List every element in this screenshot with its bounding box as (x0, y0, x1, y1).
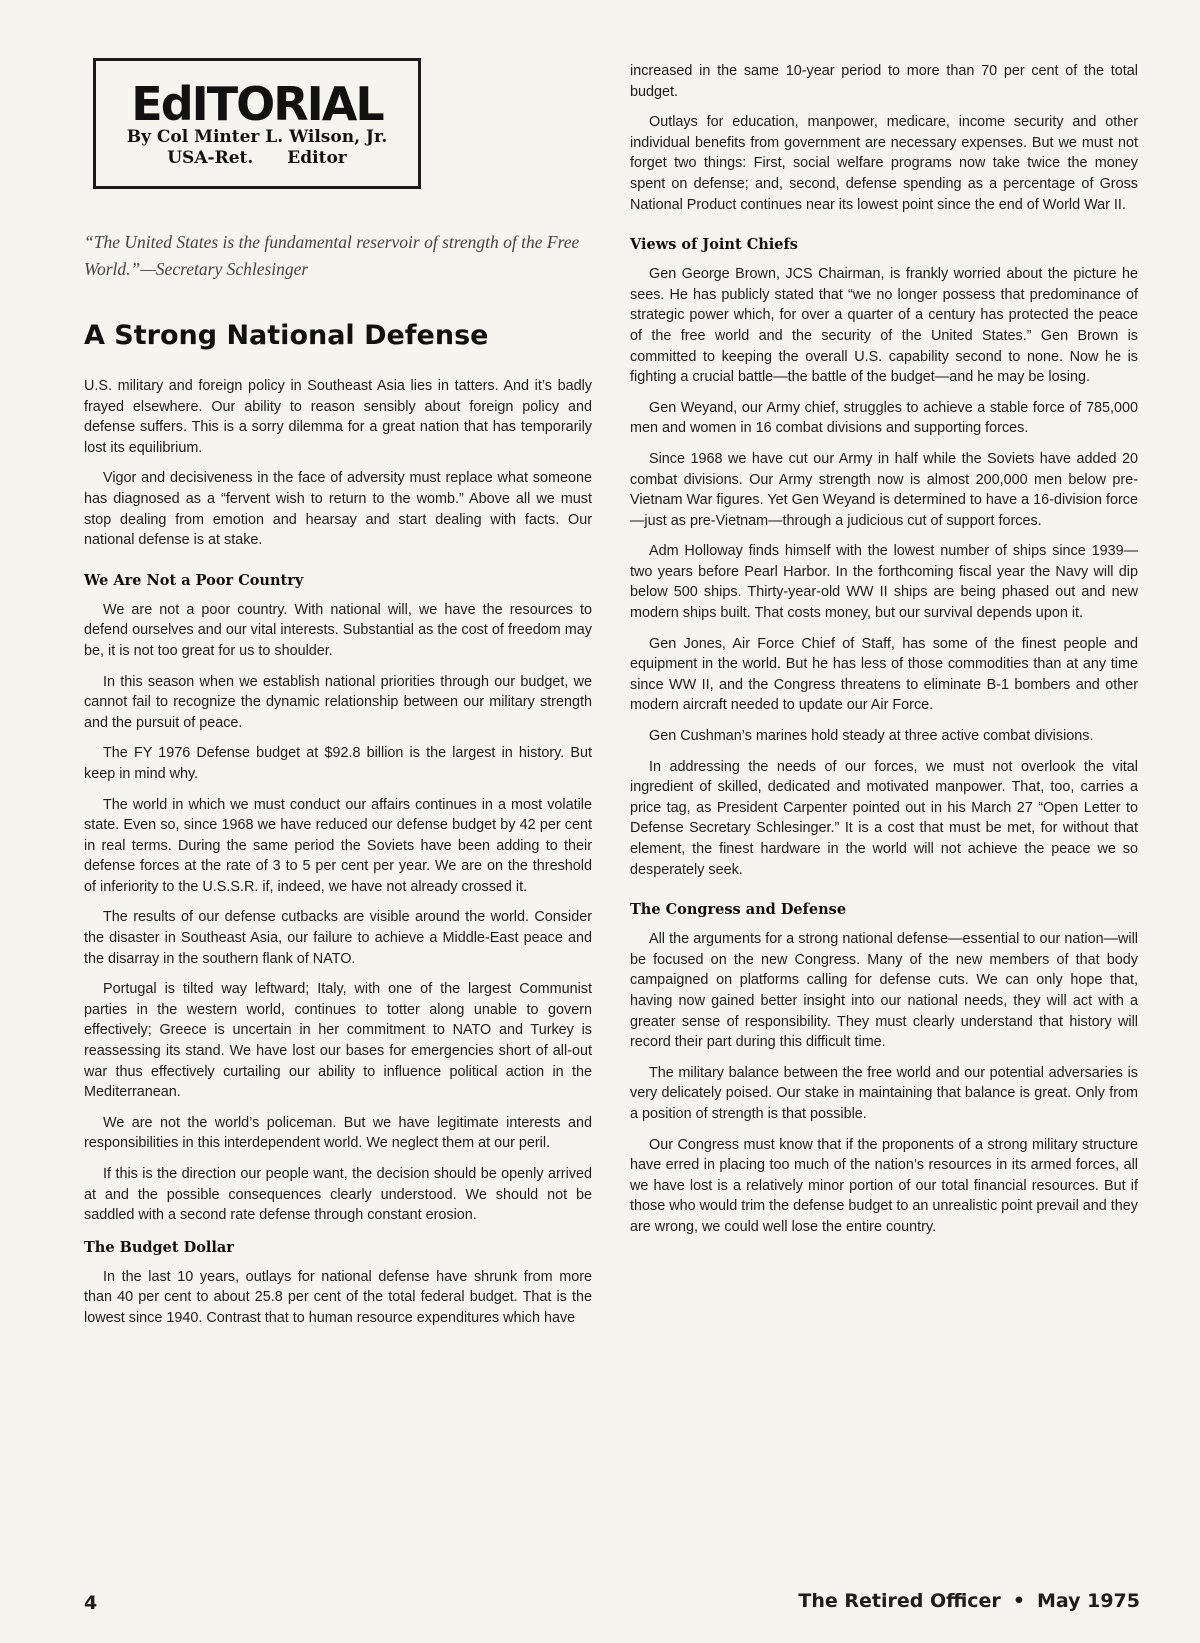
paragraph: Portugal is tilted way leftward; Italy, with one of the largest Communist parties in the western world, continues to totter along unable to govern effectively; Greece is uncertain in her commitment to NATO and Turkey is reassessing its stand. We have lost our bases for emergencies short of all-out war thus effectively curtailing our ability to influence political action in the Mediterranean. (84, 981, 592, 1101)
paragraph: We are not the world’s policeman. But we have legitimate interests and responsibilities in this interdependent world. We neglect them at our peril. (84, 1114, 592, 1152)
publication-name: The Retired Officer (798, 1590, 1001, 1612)
footer-separator: • (1012, 1590, 1025, 1612)
paragraph: The FY 1976 Defense budget at $92.8 billion is the largest in history. But keep in mind why. (84, 745, 592, 782)
paragraph: U.S. military and foreign policy in Southeast Asia lies in tatters. And it’s badly frayed elsewhere. Our ability to reason sensibly about foreign policy and defense suffers. This is a sorry dilemma for a great nation that has temporarily lost its equilibrium. (84, 378, 592, 456)
paragraph: The world in which we must conduct our affairs continues in a most volatile state. Even so, since 1968 we have reduced our defense budget by 42 per cent in real terms. During the same period the Soviets have been adding to their defense forces at the rate of 3 to 5 per cent per year. We are on the threshold of inferiority to the U.S.S.R. if, indeed, we have not already crossed it. (84, 796, 592, 895)
paragraph: Our Congress must know that if the proponents of a strong military structure have erred in placing too much of the nation’s resources in its armed forces, all we have lost is a relatively minor portion of our total financial resources. But if those who would trim the defense budget to an unrealistic point prevail and they are wrong, we could well lose the entire country. (630, 1136, 1138, 1235)
epigraph-quote: “The United States is the fundamental reservoir of strength of the Free World.”—Secretary Schlesinger (84, 232, 580, 279)
paragraph: Vigor and decisiveness in the face of adversity must replace what someone has diagnosed as a “fervent wish to return to the womb.” Above all we must stop dealing from emotion and hearsay and start dealing with facts. Our national defense is at stake. (84, 470, 592, 549)
section-heading-joint-chiefs: Views of Joint Chiefs (630, 236, 798, 254)
paragraph: In this season when we establish national priorities through our budget, we cannot fail to recognize the dynamic relationship between our military strength and the pursuit of peace. (84, 673, 592, 731)
page-number: 4 (84, 1592, 98, 1614)
paragraph: We are not a poor country. With national will, we have the resources to defend ourselves and our vital interests. Substantial as the cost of freedom may be, it is not too great for us to shoulder. (84, 601, 592, 659)
paragraph: In the last 10 years, outlays for national defense have shrunk from more than 40 per cent to about 25.8 per cent of the total federal budget. That is the lowest since 1940. Contrast that to human resource expenditures which have (84, 1268, 592, 1326)
paragraph: Gen Jones, Air Force Chief of Staff, has some of the finest people and equipment in the world. But he has less of those commodities than at any time since WW II, and the Congress threatens to eliminate B-1 bombers and other modern aircraft needed to update our Air Force. (630, 635, 1138, 714)
byline-role: Editor (287, 148, 347, 168)
paragraph: If this is the direction our people want, the decision should be openly arrived at and the possible consequences clearly understood. We should not be saddled with a second rate defense through constant erosion. (84, 1166, 592, 1224)
paragraph: increased in the same 10-year period to more than 70 per cent of the total budget. (630, 63, 1138, 100)
section-heading-budget-dollar: The Budget Dollar (84, 1238, 234, 1256)
byline-role-line (96, 148, 418, 169)
section-heading-poor-country: We Are Not a Poor Country (84, 571, 304, 589)
editorial-masthead (93, 58, 421, 189)
editorial-logo: EdITORIAL (131, 77, 383, 131)
paragraph: Outlays for education, manpower, medicare, income security and other individual benefits from government are necessary expenses. But we must not forget two things: First, social welfare programs now take twice the money spent on defense; and, second, defense spending as a percentage of Gross National Product continues near its lowest point since the end of World War II. (630, 114, 1138, 213)
section-heading-congress-defense: The Congress and Defense (630, 901, 847, 919)
byline-author: By Col Minter L. Wilson, Jr. (126, 127, 388, 147)
paragraph: All the arguments for a strong national defense—essential to our nation—will be focused on the new Congress. Many of the new members of that body campaigned on platforms calling for defense cuts. We can only hope that, having now gained better insight into our national needs, they will act with a greater sense of responsibility. They must clearly understand that history will record their part during this difficult time. (630, 931, 1138, 1051)
paragraph: The military balance between the free world and our potential adversaries is very delicately poised. Our stake in maintaining that balance is great. Only from a position of strength is that possible. (630, 1064, 1138, 1122)
publication-date: May 1975 (1036, 1590, 1140, 1612)
publication-footer (798, 1590, 1140, 1612)
right-column (630, 61, 1138, 1248)
paragraph: Gen George Brown, JCS Chairman, is frankly worried about the picture he sees. He has publicly stated that “we no longer possess that predominance of strategic power which, for over a quarter of a century has protected the peace of the free world and the security of the United States.” Gen Brown is committed to keeping the overall U.S. capability second to none. Now he is fighting a crucial battle—the battle of the budget—and he may be losing. (630, 266, 1138, 386)
paragraph: Since 1968 we have cut our Army in half while the Soviets have added 20 combat divisions. Our Army strength now is almost 200,000 men below pre-Vietnam War figures. Yet Gen Weyand is determined to have a 16-division force—just as pre-Vietnam—through a judicious cut of support forces. (630, 450, 1138, 529)
left-column (84, 376, 592, 1339)
paragraph: Adm Holloway finds himself with the lowest number of ships since 1939—two years before Pearl Harbor. In the forthcoming fiscal year the Navy will dip below 500 ships. Thirty-year-old WW II ships are being phased out and new modern ships built. That costs money, but our survival depends upon it. (630, 543, 1138, 622)
byline-rank: USA-Ret. (167, 148, 254, 168)
paragraph: Gen Cushman’s marines hold steady at three active combat divisions. (649, 728, 1094, 745)
article-title: A Strong National Defense (84, 320, 489, 351)
paragraph: In addressing the needs of our forces, we must not overlook the vital ingredient of skilled, dedicated and motivated manpower. That, too, carries a price tag, as President Carpenter pointed out in his March 27 “Open Letter to Defense Secretary Schlesinger.” It is a cost that must be met, for without that element, the finest hardware in the world will not achieve the peace we so desperately seek. (630, 758, 1138, 878)
paragraph: The results of our defense cutbacks are visible around the world. Consider the disaster in Southeast Asia, our failure to achieve a Middle-East peace and the disarray in the southern flank of NATO. (84, 909, 592, 967)
paragraph: Gen Weyand, our Army chief, struggles to achieve a stable force of 785,000 men and women in 16 combat divisions and supporting forces. (630, 399, 1138, 437)
byline (96, 127, 418, 169)
